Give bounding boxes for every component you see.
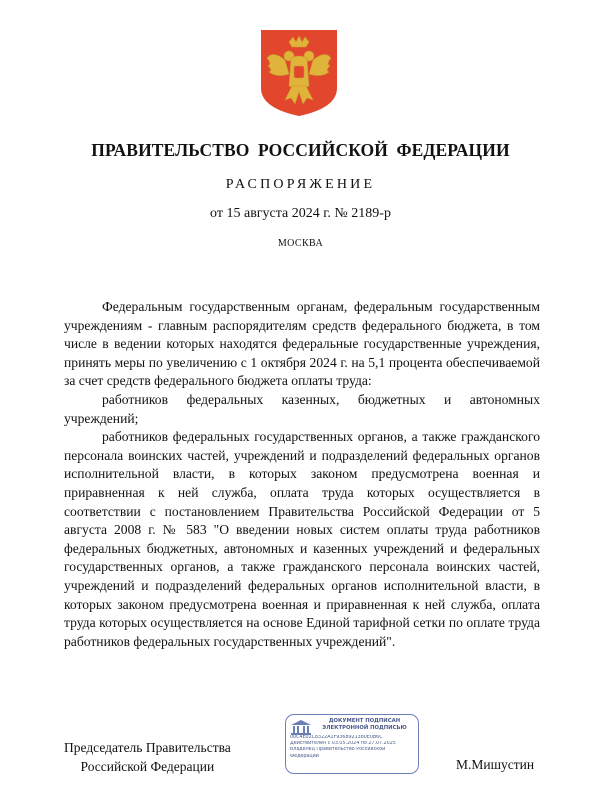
document-body xyxy=(64,298,540,651)
body-paragraph: Федеральным государственным органам, федеральным государственным учреждениям - главным распорядителям средств федерального бюджета, в том числе в ведении которых находятся федеральные государственные учреждения, принять меры по увеличению с 1 октября 2024 г. на 5,1 процента обеспечиваемой за счет средств федерального бюджета оплаты труда: xyxy=(64,299,540,389)
body-paragraph: работников федеральных казенных, бюджетных и автономных учреждений; xyxy=(64,391,540,426)
building-icon xyxy=(290,719,312,735)
government-title: ПРАВИТЕЛЬСТВО РОССИЙСКОЙ ФЕДЕРАЦИИ xyxy=(91,140,510,160)
stamp-owner-line1: Владелец Правительство Российской xyxy=(290,747,386,753)
document-type: РАСПОРЯЖЕНИЕ xyxy=(225,177,376,192)
signatory-position-line2: Российской Федерации xyxy=(80,759,215,774)
stamp-validity: Действителен с 03.05.2024 по 27.07.2025 xyxy=(290,741,396,747)
city-name: МОСКВА xyxy=(277,238,324,249)
body-paragraph: работников федеральных государственных органов, а также гражданского персонала воинских частей, учреждений и подразделений федеральных органов исполнительной власти, в которых законом предусмотрена военная и приравненная к ней служба, оплата труда которых осуществляется в соответствии с постановлением Правительства Российской Федерации от 5 августа 2008 г. № 583 "О введении новых систем оплаты труда работников федеральных бюджетных, автономных и казенных учреждений и федеральных государственных органов, а также гражданского персонала воинских частей, учреждений и подразделений федеральных органов исполнительной власти, в которых законом предусмотрена военная и приравненная к ней служба, оплата труда которых осуществляется на основе Единой тарифной сетки по оплате труда работников федеральных государственных учреждений". xyxy=(64,429,540,649)
stamp-title: ДОКУМЕНТ ПОДПИСАН ЭЛЕКТРОННОЙ ПОДПИСЬЮ xyxy=(322,718,407,731)
signatory-name: М.Мишустин xyxy=(456,757,535,772)
signatory-position xyxy=(64,738,231,776)
signatory-position-line1: Председатель Правительства xyxy=(64,740,231,755)
stamp-owner-line2: Федерации xyxy=(290,753,319,759)
document-date-number: от 15 августа 2024 г. № 2189-р xyxy=(210,206,391,221)
electronic-signature-stamp xyxy=(285,714,419,774)
emblem-center-shield xyxy=(294,66,304,78)
coat-of-arms-emblem xyxy=(259,28,339,118)
stamp-certificate: 00C4E02C8322A1F9368921380E0B6C xyxy=(290,735,383,740)
